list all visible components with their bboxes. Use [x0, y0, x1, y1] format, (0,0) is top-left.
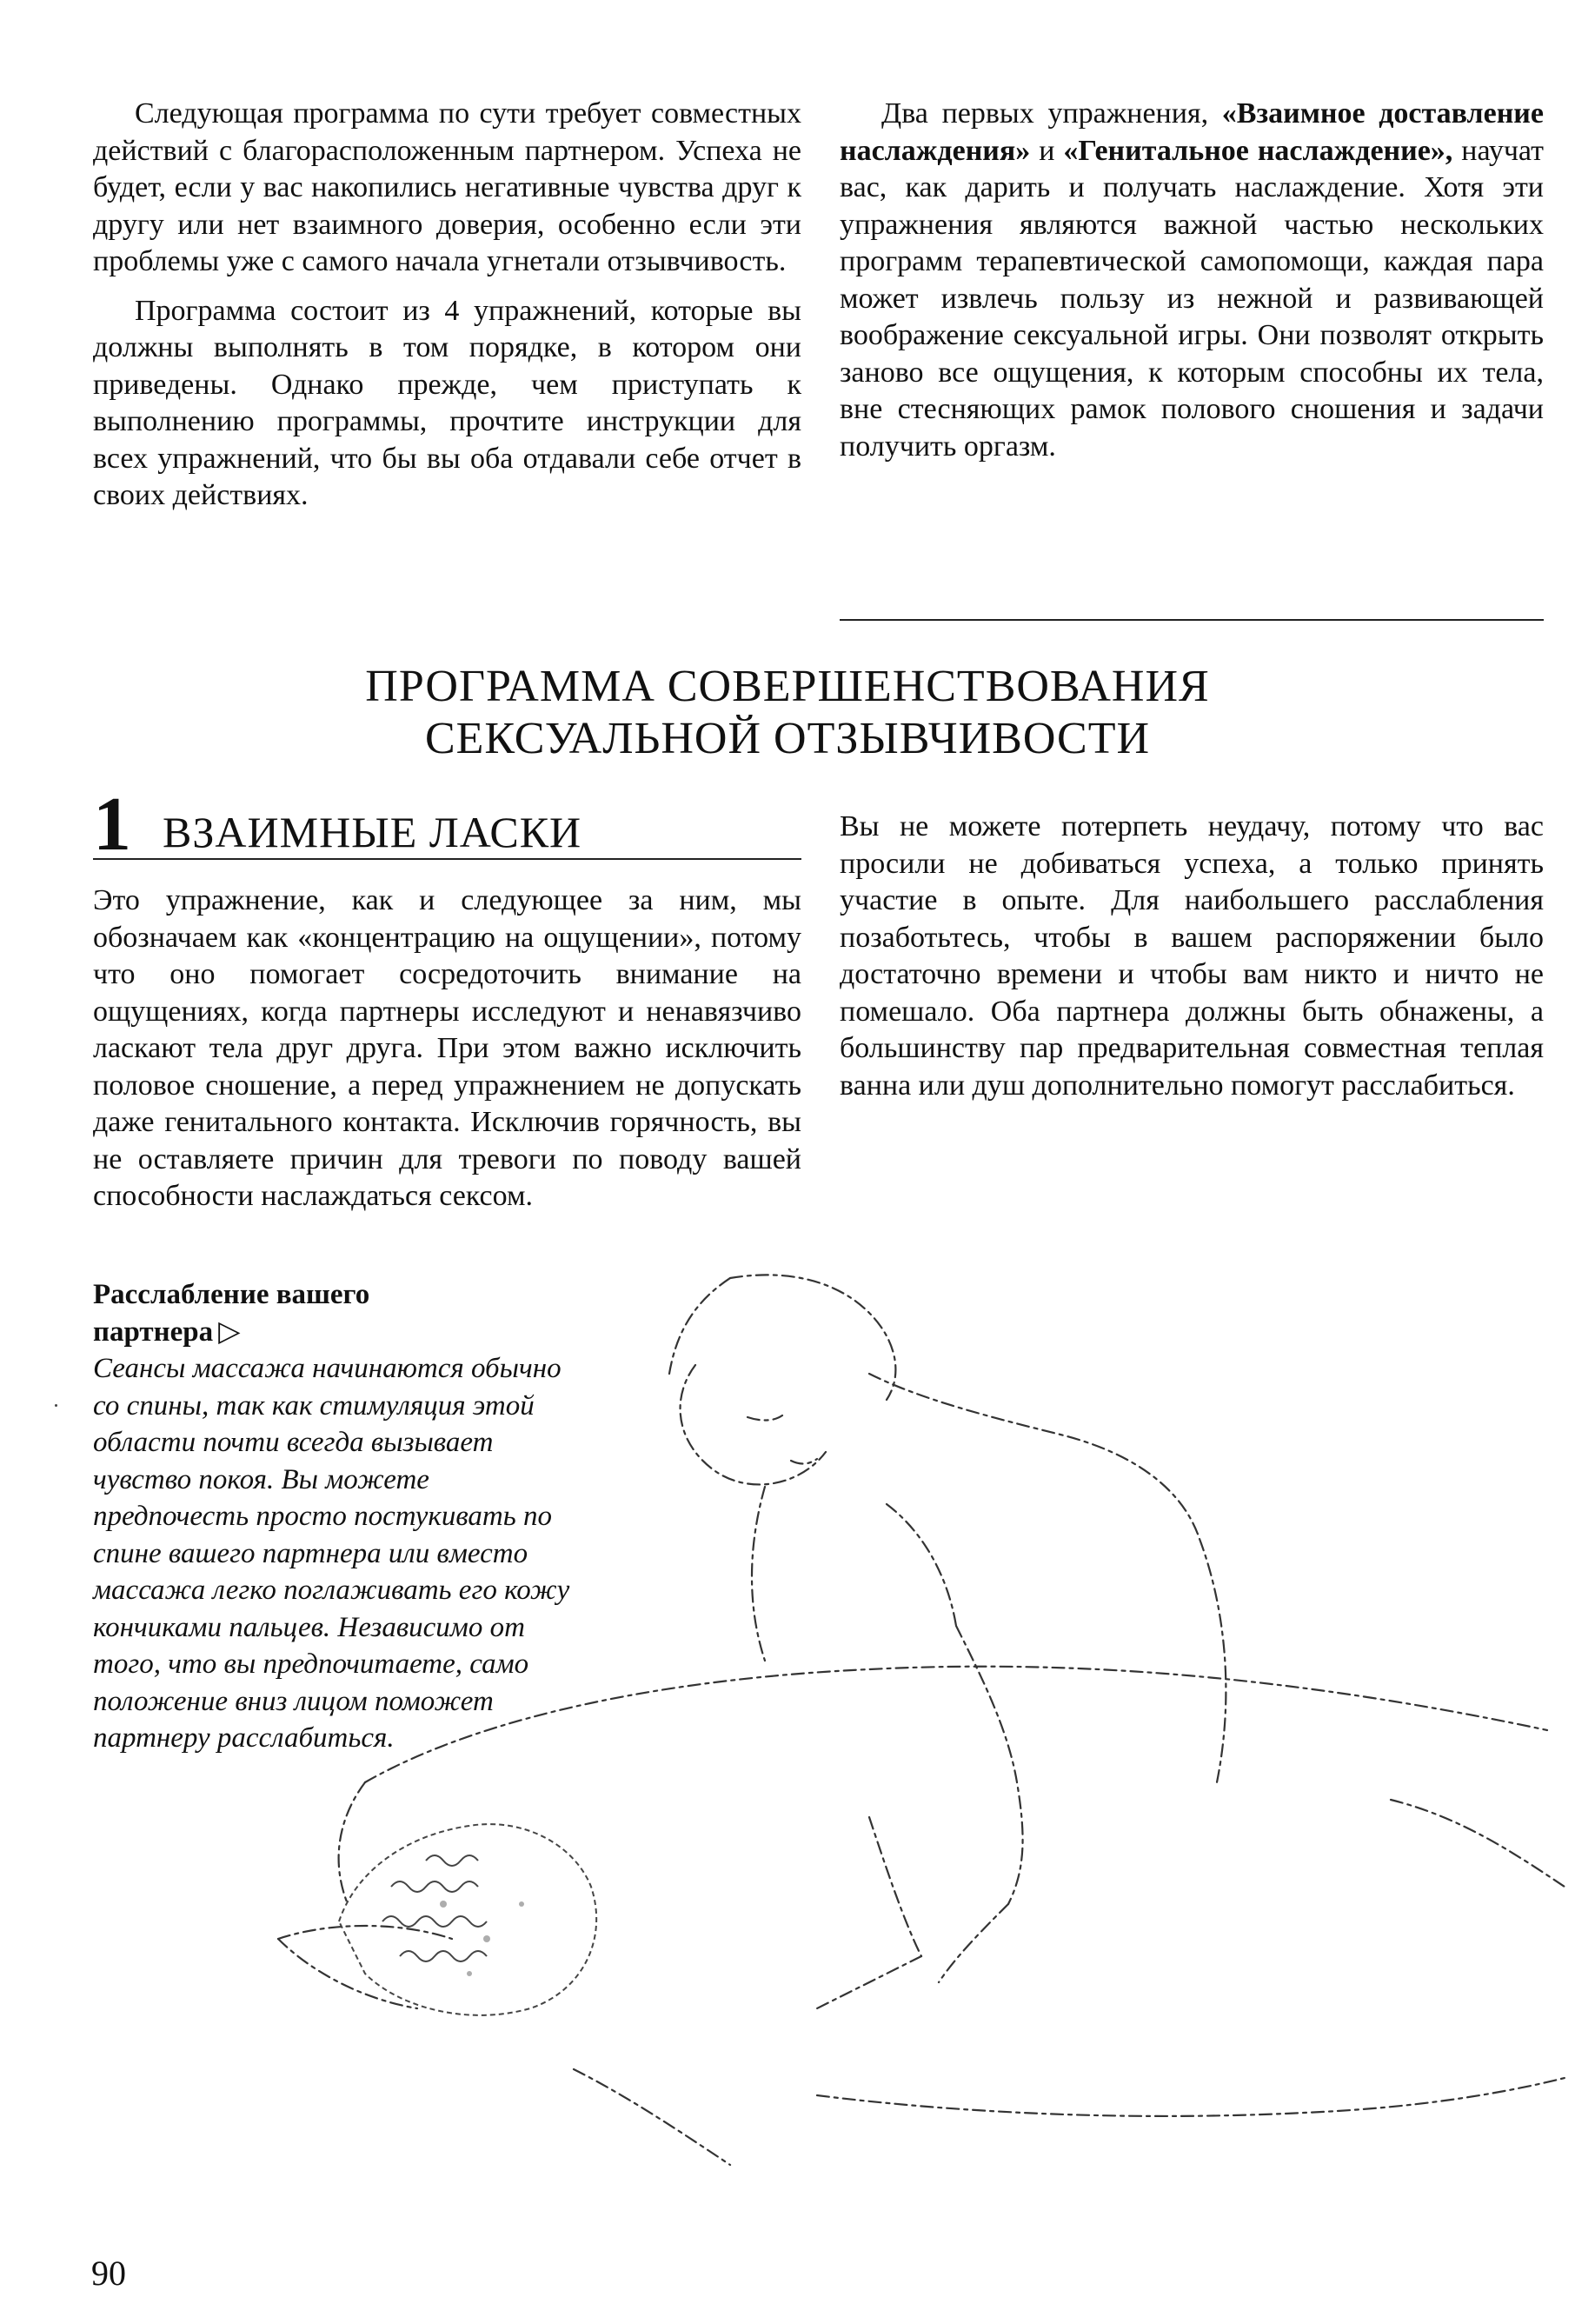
front-chest-line [752, 1487, 765, 1661]
hair-shade [519, 1901, 524, 1907]
intro-paragraph-2: Программа состоит из 4 упражнений, которые вы должны выполнять в том порядке, в котором они приведены. Однако прежде, чем приступать к выполнению программы, прочтите инструкции для всех упражнений, что бы вы оба отдавали себе отчет в своих действиях. [93, 294, 801, 511]
curl-row-3 [400, 1951, 487, 1961]
section-heading [93, 782, 801, 867]
hair-outline-top [730, 1275, 895, 1400]
hand-left [817, 1956, 921, 2008]
sheet-fold [1391, 1800, 1565, 1887]
section-paragraph-left: Это упражнение, как и следующее за ним, мы обозначаем как «концентрацию на ощущении», потому что оно помогает сосредоточить внимание на ощущениях, когда партнеры исследуют и ненавязчиво ласкают тела друг друга. При этом важно исключить половое сношение, а перед упражнением не допускать даже генитального контакта. Исключив горячность, вы не оставляете причин для тревоги по поводу вашей способности наслаждаться сексом. [93, 884, 801, 1212]
exercise-name-1: «Взаимное доставление наслаждения» [840, 97, 1544, 167]
hair-shade [440, 1901, 447, 1908]
curl-row-1 [391, 1881, 478, 1892]
face-outline [681, 1365, 826, 1484]
intro-left-column [93, 96, 801, 515]
section-paragraph-right: Вы не можете потерпеть неудачу, потому что вас просили не добиваться успеха, а только принять участие в опыте. Для наибольшего расслабления позаботьтесь, чтобы в вашем распоряжении было достаточно времени и чтобы вам никто и ничто не помешало. Оба партнера должны быть обнажены, а большинству пар предварительная совместная теплая ванна или душ дополнительно помогут расслабиться. [840, 810, 1544, 1102]
intro-right-lead: Два первых упражнения, [881, 97, 1222, 130]
chest-contour [887, 1504, 956, 1626]
lying-shoulder [339, 1782, 365, 1904]
hair-outline-left [669, 1278, 730, 1374]
hair-shade [467, 1971, 472, 1976]
curl-row-4 [426, 1855, 478, 1866]
triangle-arrow-icon: ▷ [218, 1315, 241, 1348]
section-title: ВЗАИМНЫЕ ЛАСКИ [163, 808, 582, 856]
exercise-name-2: «Генитальное наслаждение», [1063, 134, 1453, 167]
page-number: 90 [91, 2254, 126, 2293]
section-number: 1 [93, 782, 131, 867]
intro-right-paragraph [840, 96, 1544, 465]
section-left-column [93, 882, 801, 1215]
lying-arm-bottom [278, 1939, 417, 2008]
intro-right-and: и [1030, 134, 1064, 167]
stray-mark [55, 1404, 57, 1407]
massage-illustration [261, 1261, 1575, 2200]
forearm-inner [869, 1817, 921, 1956]
lying-body-lower [817, 2078, 1565, 2116]
closed-eye [748, 1415, 782, 1421]
caption-text: Сеансы массажа начинаются обычно со спины, так как стимуляция этой области почти всегда вызывает чувство покоя. Вы можете предпочесть просто постукивать по спине вашего партнера или вместо массажа легко поглаживать его кожу кончиками пальцев. Независимо от того, что вы предпочитаете, само положение вниз лицом поможет партнеру расслабиться. [93, 1353, 570, 1754]
back-line [1200, 1539, 1226, 1782]
intro-paragraph-1: Следующая программа по сути требует совместных действий с благорасположенным партнером. Успеха не будет, если у вас накопились негативные чувства друг к другу или нет взаимного доверия, особенно если эти проблемы уже с самого начала угнетали отзывчивость. [93, 97, 801, 277]
section-right-column [840, 809, 1544, 1104]
shoulder-back [869, 1374, 1200, 1539]
caption-title-text: Расслабление вашего партнера [93, 1279, 370, 1348]
intro-right-column [840, 96, 1544, 465]
mouth [791, 1459, 817, 1464]
lying-back-contour [365, 1667, 1547, 1782]
lying-arm-top [278, 1926, 452, 1939]
lying-side-line [574, 2069, 730, 2165]
upper-arm [956, 1626, 1023, 1904]
program-title-line-2: СЕКСУАЛЬНОЙ ОТЗЫВЧИВОСТИ [424, 714, 1151, 763]
curl-row-2 [382, 1916, 487, 1927]
program-title-line-1: ПРОГРАММА СОВЕРШЕНСТВОВАНИЯ [365, 662, 1210, 711]
intro-right-rest: научат вас, как дарить и получать наслаждение. Хотя эти упражнения являются важной частью нескольких программ терапевтической самопомощи, каждая пара может извлечь пользу из нежной и развивающей воображение сексуальной игры. Они позволят открыть заново все ощущения, к которым способны их тела, вне стесняющих рамок полового сношения и задачи получить оргазм. [840, 134, 1545, 463]
divider-rule [840, 619, 1544, 621]
hair-shade [483, 1935, 490, 1942]
hand-right [939, 1904, 1008, 1982]
program-title [0, 661, 1575, 765]
